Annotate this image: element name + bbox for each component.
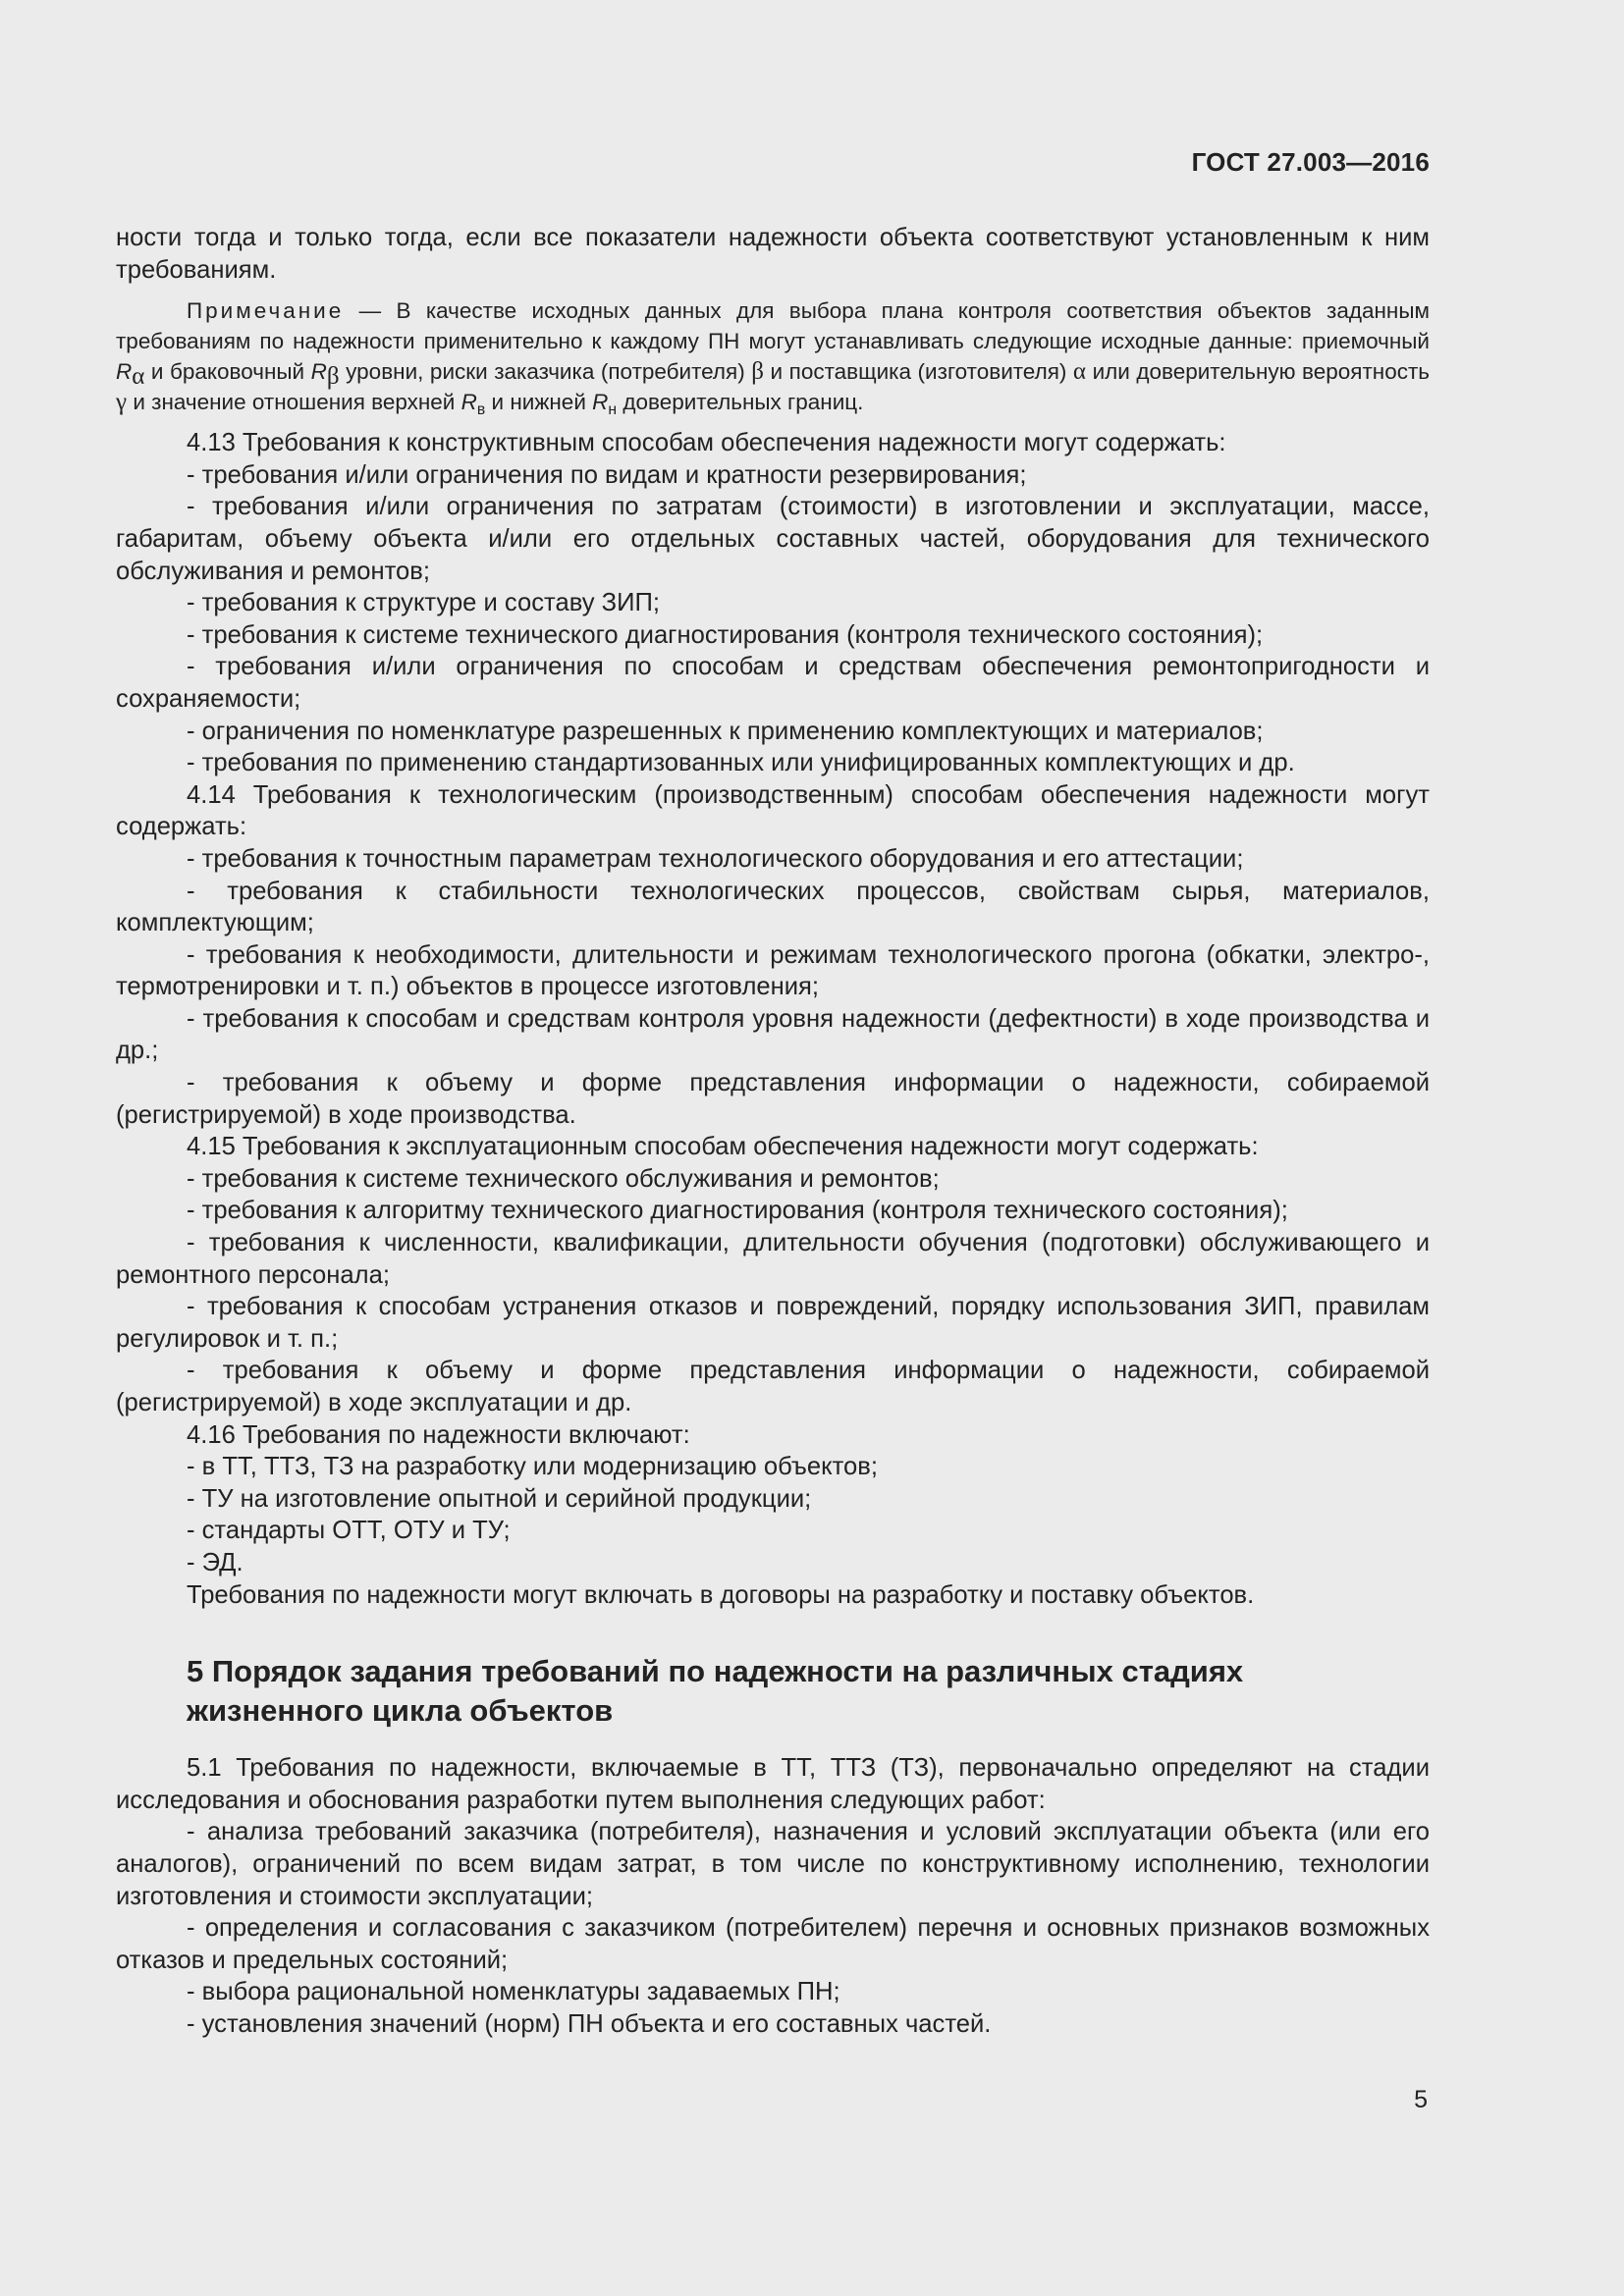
note-r-beta-symbol: R <box>310 359 327 385</box>
list-item: - выбора рациональной номенклатуры задаваемых ПН; <box>187 1978 840 2006</box>
list-item: - установления значений (норм) ПН объекта и его составных частей. <box>187 2009 992 2038</box>
note-gamma-symbol: γ <box>116 389 128 416</box>
note-paragraph <box>116 295 1430 417</box>
section-5-body <box>116 1752 1430 2040</box>
note-beta-symbol: β <box>751 358 764 386</box>
note-r-alpha-symbol: R <box>116 359 133 385</box>
section-5-title-line-1: 5 Порядок задания требований по надежности на различных стадиях <box>187 1654 1244 1689</box>
page-content <box>116 222 1430 2041</box>
list-item: - требования к стабильности технологических процессов, свойствам сырья, материалов, комплектующим; <box>116 877 1430 937</box>
document-code: ГОСТ 27.003—2016 <box>1191 147 1430 177</box>
list-item: - требования к способам и средствам контроля уровня надежности (дефектности) в ходе производства и др.; <box>116 1004 1430 1065</box>
clause-4-15: 4.15 Требования к эксплуатационным способам обеспечения надежности могут содержать: <box>187 1133 1259 1161</box>
note-text-3: уровни, риски заказчика (потребителя) <box>339 359 752 385</box>
list-item: - требования к объему и форме представления информации о надежности, собираемой (регистрируемой) в ходе эксплуатации и др. <box>116 1357 1430 1416</box>
list-item: - ограничения по номенклатуре разрешенных к применению комплектующих и материалов; <box>187 717 1264 745</box>
note-r-upper-symbol: R <box>460 390 477 415</box>
list-item: - требования к необходимости, длительности и режимам технологического прогона (обкатки, электро-, термотренировки и т. п.) объектов в процессе изготовления; <box>116 940 1430 1001</box>
note-text-4: и поставщика (изготовителя) <box>764 359 1073 385</box>
list-item: - ТУ на изготовление опытной и серийной продукции; <box>187 1484 812 1513</box>
list-item: - в ТТ, ТТЗ, ТЗ на разработку или модернизацию объектов; <box>187 1453 878 1481</box>
list-item: - требования к системе технического диагностирования (контроля технического состояния); <box>187 620 1264 649</box>
clause-4-14: 4.14 Требования к технологическим (производственным) способам обеспечения надежности могут содержать: <box>116 780 1430 841</box>
list-item: - требования по применению стандартизованных или унифицированных комплектующих и др. <box>187 749 1295 777</box>
clause-4-16: 4.16 Требования по надежности включают: <box>187 1420 690 1449</box>
intro-paragraph: ности тогда и только тогда, если все показатели надежности объекта соответствуют установленным к ним требованиям. <box>116 224 1430 284</box>
note-text-7: и нижней <box>485 390 593 415</box>
note-alpha-subscript: α <box>132 363 145 391</box>
list-item: - требования к системе технического обслуживания и ремонтов; <box>187 1164 940 1193</box>
list-item: - требования к точностным параметрам технологического оборудования и его аттестации; <box>187 844 1244 873</box>
note-lower-subscript: н <box>608 401 618 419</box>
note-beta-subscript: β <box>326 363 340 391</box>
closing-paragraph: Требования по надежности могут включать в договоры на разработку и поставку объектов. <box>187 1580 1255 1609</box>
list-item: - требования к алгоритму технического диагностирования (контроля технического состояния); <box>187 1197 1288 1225</box>
list-item: - требования к объему и форме представления информации о надежности, собираемой (регистрируемой) в ходе производства. <box>116 1069 1430 1129</box>
list-item: - требования и/или ограничения по видам и кратности резервирования; <box>187 460 1027 489</box>
note-text-2: и браковочный <box>144 359 311 385</box>
note-label: Примечание <box>187 298 345 324</box>
section-5-heading <box>187 1652 1430 1731</box>
note-r-lower-symbol: R <box>592 390 609 415</box>
list-item: - стандарты ОТТ, ОТУ и ТУ; <box>187 1517 511 1545</box>
list-item: - требования к способам устранения отказов и повреждений, порядку использования ЗИП, правилам регулировок и т. п.; <box>116 1293 1430 1353</box>
note-alpha-symbol: α <box>1072 358 1087 386</box>
clause-5-1: 5.1 Требования по надежности, включаемые в ТТ, ТТЗ (ТЗ), первоначально определяют на стадии исследования и обоснования разработки путем выполнения следующих работ: <box>116 1754 1430 1814</box>
note-text-8: доверительных границ. <box>617 390 864 415</box>
section-5-title-line-2: жизненного цикла объектов <box>187 1693 614 1729</box>
list-item: - требования к численности, квалификации, длительности обучения (подготовки) обслуживающего и ремонтного персонала; <box>116 1229 1430 1289</box>
section-4-body <box>116 427 1430 1611</box>
list-item: - требования и/или ограничения по способам и средствам обеспечения ремонтопригодности и сохраняемости; <box>116 653 1430 713</box>
list-item: - анализа требований заказчика (потребителя), назначения и условий эксплуатации объекта (или его аналогов), ограничений по всем видам затрат, в том числе по конструктивному исполнению, технологии изготовления и стоимости эксплуатации; <box>116 1818 1430 1910</box>
note-upper-subscript: в <box>476 401 486 419</box>
list-item: - требования к структуре и составу ЗИП; <box>187 589 661 617</box>
clause-4-13: 4.13 Требования к конструктивным способам обеспечения надежности могут содержать: <box>187 429 1226 457</box>
page-number: 5 <box>1414 2086 1428 2113</box>
note-text-6: и значение отношения верхней <box>127 390 461 415</box>
note-text-1: — В качестве исходных данных для выбора плана контроля соответствия объектов заданным требованиям по надежности применительно к каждому ПН могут устанавливать следующие исходные данные: приемочный <box>116 298 1430 354</box>
note-text-5: или доверительную вероятность <box>1086 359 1430 385</box>
list-item: - определения и согласования с заказчиком (потребителем) перечня и основных признаков возможных отказов и предельных состояний; <box>116 1914 1430 1974</box>
list-item: - требования и/или ограничения по затратам (стоимости) в изготовлении и эксплуатации, массе, габаритам, объему объекта и/или его отдельных составных частей, оборудования для технического обслуживания и ремонтов; <box>116 493 1430 585</box>
list-item: - ЭД. <box>187 1548 244 1576</box>
